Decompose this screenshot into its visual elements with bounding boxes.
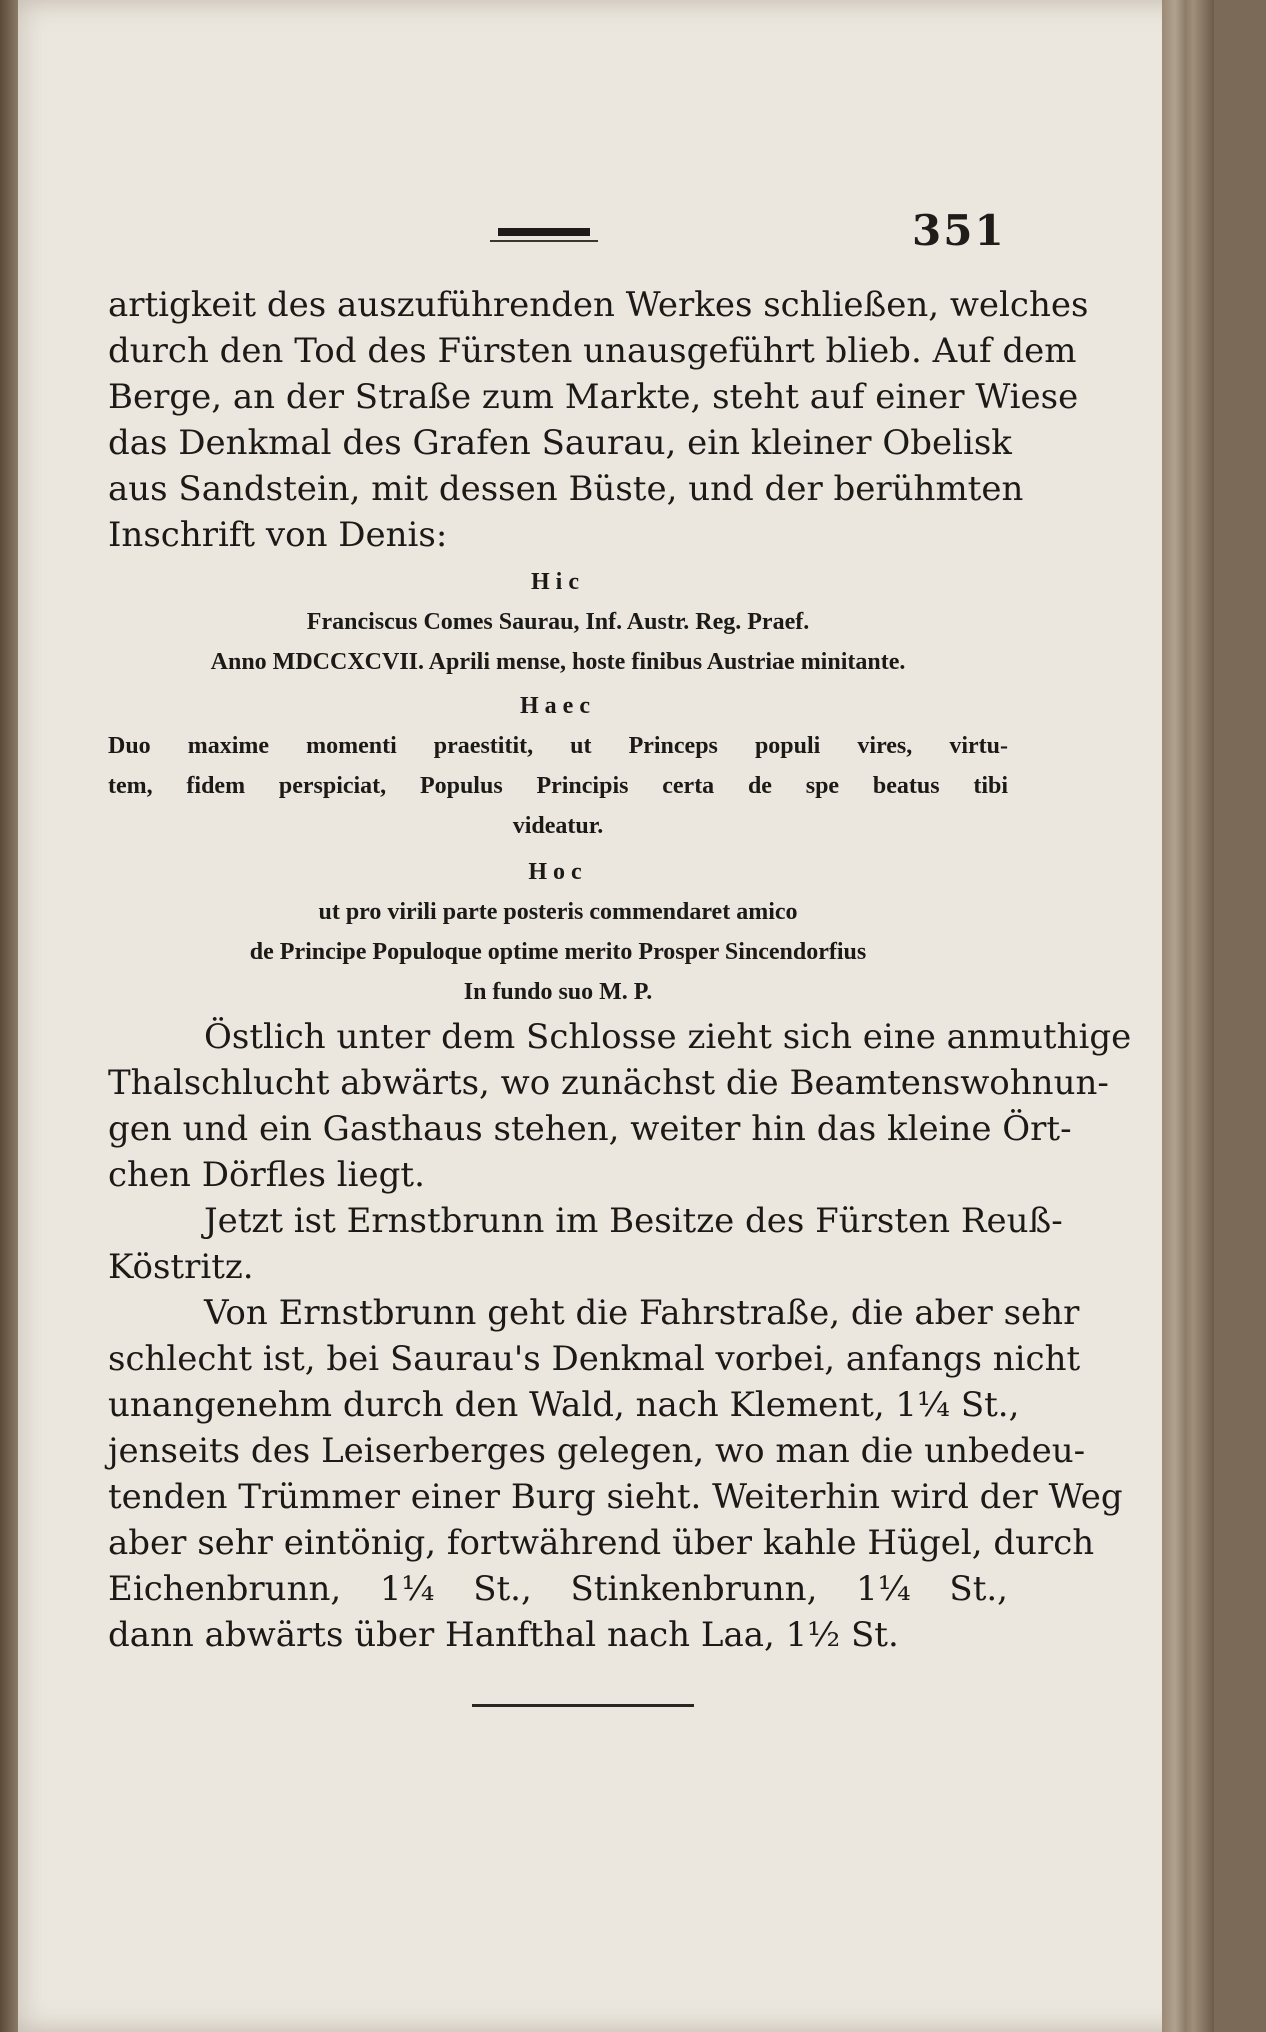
text-line: das Denkmal des Grafen Saurau, ein kleiner Obelisk <box>108 423 1012 463</box>
text-line: Eichenbrunn, 1¼ St., Stinkenbrunn, 1¼ St., <box>108 1569 1008 1609</box>
text-line: gen und ein Gasthaus stehen, weiter hin das kleine Ört- <box>108 1109 1072 1149</box>
text-line: Jetzt ist Ernstbrunn im Besitze des Fürsten Reuß- <box>204 1201 1063 1241</box>
paragraph <box>108 1014 1132 1198</box>
text-line: chen Dörfles liegt. <box>108 1155 425 1195</box>
inscription-line: Duo maxime momenti praestitit, ut Princeps populi vires, virtu- <box>108 733 1008 759</box>
text-line: Berge, an der Straße zum Markte, steht auf einer Wiese <box>108 377 1079 417</box>
text-line: schlecht ist, bei Saurau's Denkmal vorbei, anfangs nicht <box>108 1339 1081 1379</box>
page-number: 351 <box>912 206 1006 255</box>
text-line: artigkeit des auszuführenden Werkes schließen, welches <box>108 285 1089 325</box>
inscription-line: In fundo suo M. P. <box>463 979 653 1005</box>
text-line: Östlich unter dem Schlosse zieht sich eine anmuthige <box>204 1017 1132 1057</box>
inscription-hoc: Hoc <box>528 859 588 885</box>
inscription-line: de Principe Populoque optime merito Prosper Sincendorfius <box>249 939 867 965</box>
paragraph <box>108 1198 1063 1290</box>
inscription-hic: Hic <box>531 569 585 595</box>
text-line: unangenehm durch den Wald, nach Klement, 1¼ St., <box>108 1385 1020 1425</box>
header-ornament-rule <box>498 228 590 236</box>
paragraph <box>108 1290 1123 1658</box>
text-line: jenseits des Leiserberges gelegen, wo man die unbedeu- <box>108 1431 1086 1471</box>
text-line: aber sehr eintönig, fortwährend über kahle Hügel, durch <box>108 1523 1095 1563</box>
inscription-line: Franciscus Comes Saurau, Inf. Austr. Reg. Praef. <box>306 609 810 635</box>
text-line: Inschrift von Denis: <box>108 515 448 555</box>
inscription-line: ut pro virili parte posteris commendaret amico <box>318 899 798 925</box>
book-edge-left <box>0 0 18 2032</box>
header-ornament-thin-rule <box>490 240 598 242</box>
inscription-line: Anno MDCCXCVII. Aprili mense, hoste finibus Austriae minitante. <box>210 649 906 675</box>
text-line: tenden Trümmer einer Burg sieht. Weiterhin wird der Weg <box>108 1477 1123 1517</box>
text-line: Von Ernstbrunn geht die Fahrstraße, die aber sehr <box>204 1293 1080 1333</box>
text-line: aus Sandstein, mit dessen Büste, und der berühmten <box>108 469 1024 509</box>
page-text <box>108 282 1132 1658</box>
text-line: Köstritz. <box>108 1247 254 1287</box>
inscription-line: tem, fidem perspiciat, Populus Principis certa de spe beatus tibi <box>108 773 1008 799</box>
inscription-line: videatur. <box>512 813 604 839</box>
book-spine <box>1162 0 1214 2032</box>
footer-rule <box>472 1704 694 1707</box>
inscription-haec: Haec <box>520 693 596 719</box>
text-line: durch den Tod des Fürsten unausgeführt blieb. Auf dem <box>108 331 1077 371</box>
text-line: dann abwärts über Hanfthal nach Laa, 1½ St. <box>108 1615 899 1655</box>
text-line: Thalschlucht abwärts, wo zunächst die Beamtenswohnun- <box>108 1063 1109 1103</box>
inscription <box>108 562 1008 1012</box>
